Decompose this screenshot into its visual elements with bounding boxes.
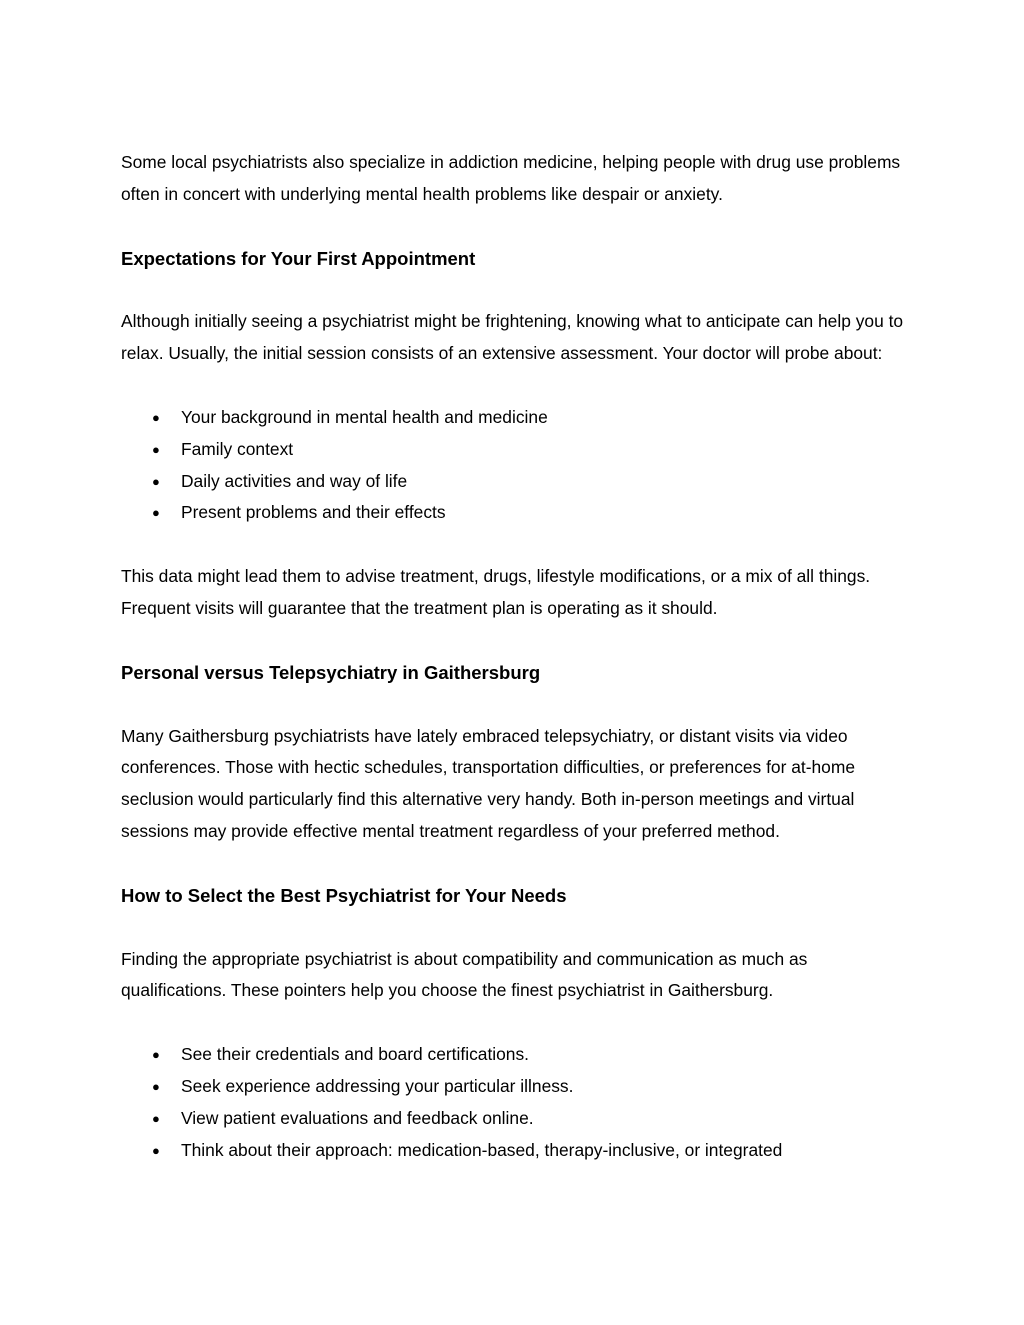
heading-select-psychiatrist: How to Select the Best Psychiatrist for Your Needs xyxy=(121,884,567,906)
bullet-icon: ● xyxy=(152,505,160,521)
paragraph-addiction: Some local psychiatrists also specialize in addiction medicine, helping people with drug use problems often in concert with underlying mental health problems like despair or anxiety. xyxy=(121,152,901,204)
bullet-icon: ● xyxy=(152,1142,160,1158)
paragraph-finding-psychiatrist: Finding the appropriate psychiatrist is about compatibility and communication as much as qualifications. These pointers help you choose the finest psychiatrist in Gaithersburg. xyxy=(121,948,808,1001)
paragraph-first-session: Although initially seeing a psychiatrist might be frightening, knowing what to anticipate can help you to relax. Usually, the initial session consists of an extensive assessment. Your doctor will probe about: xyxy=(121,311,904,364)
bullet-icon: ● xyxy=(152,441,160,457)
paragraph-telepsychiatry: Many Gaithersburg psychiatrists have lately embraced telepsychiatry, or distant visits via video conferences. Those with hectic schedules, transportation difficulties, or preferences for at-home seclusion would particularly find this alternative very handy. Both in-person meetings and virtual sessions may provide effective mental treatment regardless of your preferred method. xyxy=(121,725,856,841)
list-item xyxy=(121,1039,911,1071)
heading-telepsychiatry: Personal versus Telepsychiatry in Gaithersburg xyxy=(121,661,541,683)
list-item xyxy=(121,466,911,498)
heading-first-appointment: Expectations for Your First Appointment xyxy=(121,247,476,269)
bullet-icon: ● xyxy=(152,1110,160,1126)
spacer xyxy=(121,1007,911,1039)
spacer xyxy=(121,370,911,402)
list-item-text: Present problems and their effects xyxy=(181,502,446,523)
spacer xyxy=(121,211,911,243)
spacer xyxy=(121,689,911,721)
list-item-text: Your background in mental health and medicine xyxy=(181,406,548,427)
paragraph-treatment-plan: This data might lead them to advise treatment, drugs, lifestyle modifications, or a mix of all things. Frequent visits will guarantee that the treatment plan is operating as it should. xyxy=(121,566,871,618)
list-item xyxy=(121,497,911,529)
spacer xyxy=(121,848,911,880)
bullet-icon: ● xyxy=(152,1078,160,1094)
bullet-icon: ● xyxy=(152,1047,160,1063)
spacer xyxy=(121,625,911,657)
list-item-text: Family context xyxy=(181,438,294,459)
list-item-text: Think about their approach: medication-based, therapy-inclusive, or integrated xyxy=(181,1139,783,1160)
document-page xyxy=(121,147,911,1166)
list-item xyxy=(121,1135,911,1167)
list-item xyxy=(121,402,911,434)
list-item xyxy=(121,1103,911,1135)
list-item xyxy=(121,434,911,466)
bullet-icon: ● xyxy=(152,473,160,489)
spacer xyxy=(121,529,911,561)
spacer xyxy=(121,274,911,306)
spacer xyxy=(121,912,911,944)
list-item-text: View patient evaluations and feedback online. xyxy=(181,1107,534,1128)
list-item-text: See their credentials and board certifications. xyxy=(181,1044,530,1065)
bullet-list-pointers xyxy=(121,1039,911,1166)
list-item xyxy=(121,1071,911,1103)
list-item-text: Seek experience addressing your particular illness. xyxy=(181,1075,574,1096)
bullet-list-assessment xyxy=(121,402,911,529)
bullet-icon: ● xyxy=(152,409,160,425)
list-item-text: Daily activities and way of life xyxy=(181,470,408,491)
